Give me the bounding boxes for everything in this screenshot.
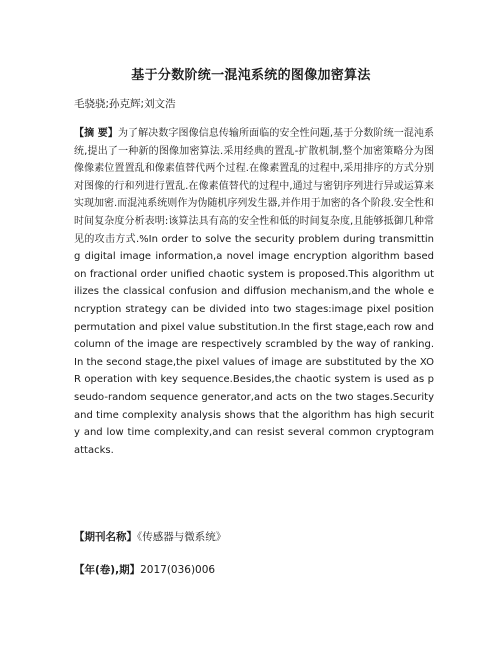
abstract-text-english: %In order to solve the security problem during transmitting digital image information,a novel image encryption algorithm based on fractional order unified chaotic system is proposed.This algorithm utilizes the classical confusion and diffusion mechanism,and the whole encryption strategy can be divided into two stages:image pixel position permutation and pixel value substitution.In the first stage,each row and column of the image are respectively scrambled by the way of ranking.In the second stage,the pixel values of image are substituted by the XOR operation with key sequence.Besides,the chaotic system is used as pseudo-random sequence generator,and acts on the two stages.Security and time complexity analysis shows that the algorithm has high security and low time complexity,and can resist several common cryptogram attacks. [74,233,434,456]
journal-name-row [74,530,226,544]
issue-label: 【年(卷),期】 [74,564,141,576]
journal-value: 《传感器与微系统》 [137,531,227,543]
journal-label: 【期刊名称】 [74,531,137,543]
abstract-label: 【摘 要】 [74,128,118,139]
paper-title: 基于分数阶统一混沌系统的图像加密算法 [131,68,371,83]
abstract-block [74,125,434,459]
abstract-text-chinese: 为了解决数字图像信息传输所面临的安全性问题,基于分数阶统一混沌系统,提出了一种新的图像加密算法.采用经典的置乱-扩散机制,整个加密策略分为图像像素位置置乱和像素值替代两个过程.在像素置乱的过程中,采用排序的方式分别对图像的行和列进行置乱.在像素值替代的过程中,通过与密钥序列进行异或运算来实现加密.而混沌系统则作为伪随机序列发生器,并作用于加密的各个阶段.安全性和时间复杂度分析表明:该算法具有高的安全性和低的时间复杂度,且能够抵御几种常见的攻击方式. [74,128,434,245]
author-list: 毛骁骁;孙克辉;刘文浩 [74,98,176,110]
issue-value: 2017(036)006 [140,564,216,576]
issue-row [74,563,215,577]
